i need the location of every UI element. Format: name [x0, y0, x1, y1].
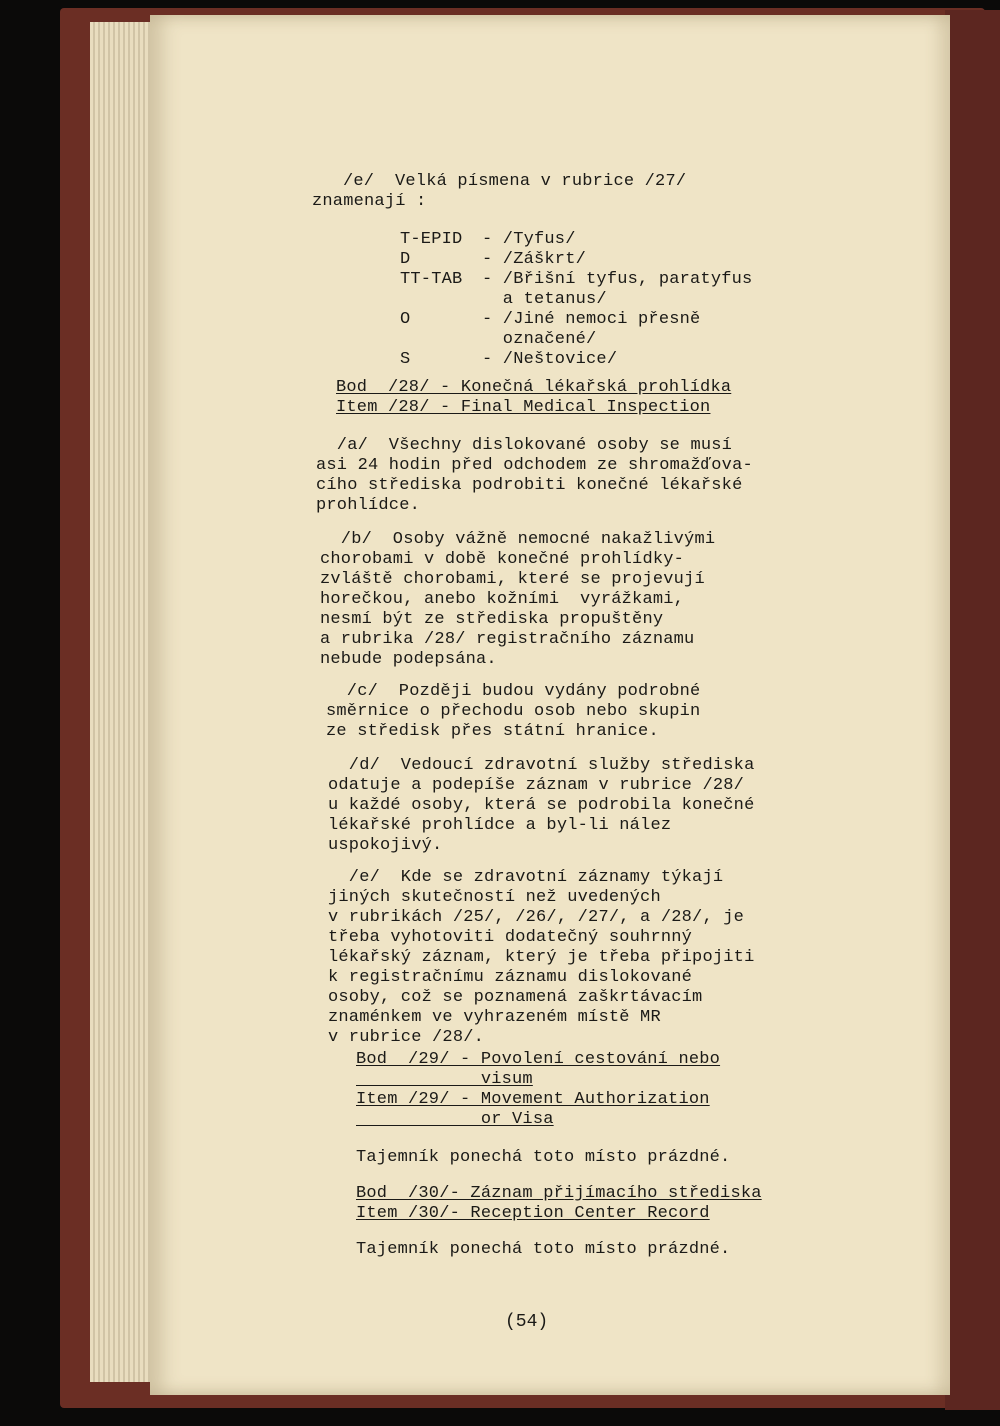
para-e-8: znaménkem ve vyhrazeném místě MR: [328, 1008, 661, 1027]
heading-29-en-1: Item /29/ - Movement Authorization: [356, 1090, 710, 1109]
page-number: (54): [505, 1312, 549, 1332]
para-29: Tajemník ponechá toto místo prázdné.: [356, 1148, 731, 1167]
para-b-4: horečkou, anebo kožními vyrážkami,: [320, 590, 685, 609]
para-c-1: /c/ Později budou vydány podrobné: [326, 682, 701, 701]
para-e-5: lékařský záznam, který je třeba připojiti: [328, 948, 755, 967]
para-e-4: třeba vyhotoviti dodatečný souhrnný: [328, 928, 693, 947]
para-b-6: a rubrika /28/ registračního záznamu: [320, 630, 695, 649]
para-b-2: chorobami v době konečné prohlídky-: [320, 550, 685, 569]
heading-29-cz-2: visum: [356, 1070, 533, 1089]
code-d: D: [400, 250, 411, 269]
code-s: S: [400, 350, 411, 369]
para-b-3: zvláště chorobami, které se projevují: [320, 570, 705, 589]
heading-30-cz: Bod /30/- Záznam přijímacího střediska: [356, 1184, 762, 1203]
code-d-desc: - /Záškrt/: [482, 250, 587, 269]
code-tepid: T-EPID: [400, 230, 463, 249]
para-d-3: u každé osoby, která se podrobila konečné: [328, 796, 755, 815]
para-e-1: /e/ Kde se zdravotní záznamy týkají: [328, 868, 724, 887]
book-cover-right: [945, 10, 1000, 1410]
code-tttab-desc: - /Břišní tyfus, paratyfus: [482, 270, 753, 289]
heading-29-cz-1: Bod /29/ - Povolení cestování nebo: [356, 1050, 721, 1069]
para-e-2: jiných skutečností než uvedených: [328, 888, 661, 907]
code-tttab: TT-TAB: [400, 270, 463, 289]
heading-30-en: Item /30/- Reception Center Record: [356, 1204, 710, 1223]
para-b-5: nesmí být ze střediska propuštěny: [320, 610, 664, 629]
para-d-5: uspokojivý.: [328, 836, 443, 855]
heading-28-cz: Bod /28/ - Konečná lékařská prohlídka: [336, 378, 732, 397]
para-e-7: osoby, což se poznamená zaškrtávacím: [328, 988, 703, 1007]
para-d-2: odatuje a podepíše záznam v rubrice /28/: [328, 776, 745, 795]
para-a-4: prohlídce.: [316, 496, 421, 515]
para-a-3: cího střediska podrobiti konečné lékařské: [316, 476, 743, 495]
code-o-desc: - /Jiné nemoci přesně: [482, 310, 701, 329]
para-d-4: lékařské prohlídce a byl-li nález: [328, 816, 672, 835]
para-b-1: /b/ Osoby vážně nemocné nakažlivými: [320, 530, 716, 549]
para-e-3: v rubrikách /25/, /26/, /27/, a /28/, je: [328, 908, 745, 927]
heading-29-en-2: or Visa: [356, 1110, 554, 1129]
para-c-2: směrnice o přechodu osob nebo skupin: [326, 702, 701, 721]
para-b-7: nebude podepsána.: [320, 650, 497, 669]
para-e-9: v rubrice /28/.: [328, 1028, 485, 1047]
code-s-desc: - /Neštovice/: [482, 350, 618, 369]
para-d-1: /d/ Vedoucí zdravotní služby střediska: [328, 756, 755, 775]
para-c-3: ze středisk přes státní hranice.: [326, 722, 659, 741]
intro-line-1: /e/ Velká písmena v rubrice /27/: [343, 172, 687, 191]
code-o: O: [400, 310, 411, 329]
code-tepid-desc: - /Tyfus/: [482, 230, 576, 249]
para-a-1: /a/ Všechny dislokované osoby se musí: [316, 436, 733, 455]
code-tttab-desc-2: a tetanus/: [482, 290, 607, 309]
intro-line-2: znamenají :: [312, 192, 427, 211]
para-30: Tajemník ponechá toto místo prázdné.: [356, 1240, 731, 1259]
code-o-desc-2: označené/: [482, 330, 597, 349]
para-e-6: k registračnímu záznamu dislokované: [328, 968, 693, 987]
heading-28-en: Item /28/ - Final Medical Inspection: [336, 398, 711, 417]
para-a-2: asi 24 hodin před odchodem ze shromažďova-: [316, 456, 753, 475]
